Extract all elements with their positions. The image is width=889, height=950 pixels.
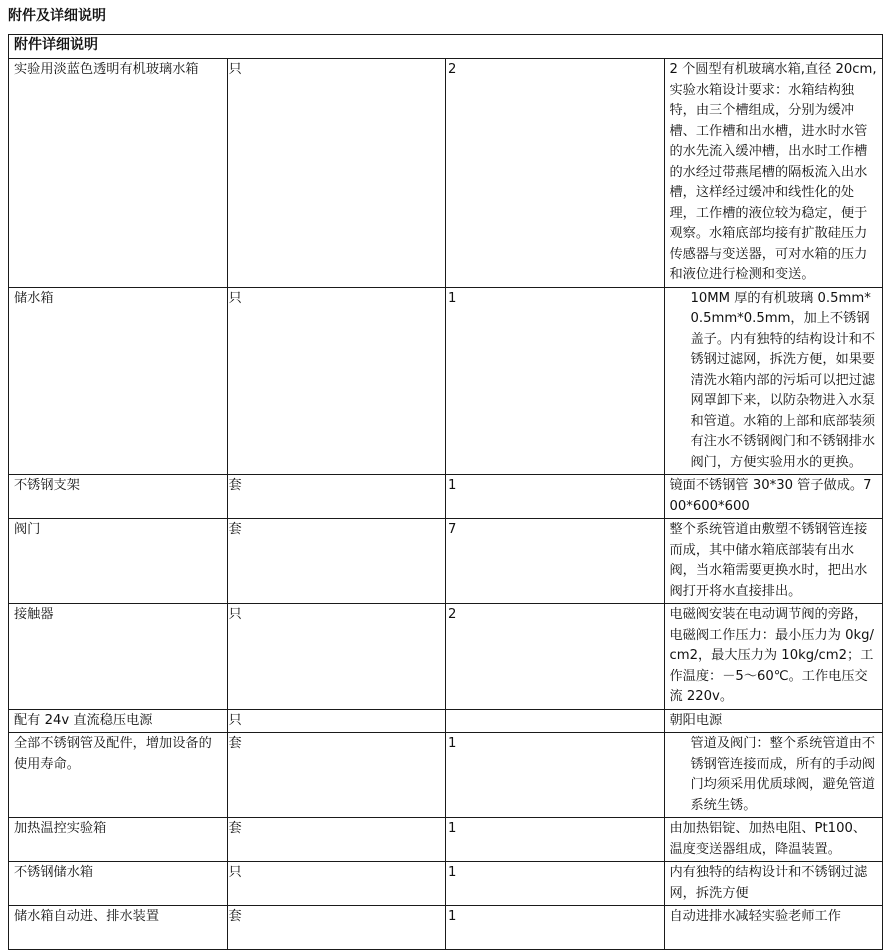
item-name: 不锈钢储水箱 xyxy=(9,862,228,906)
table-row xyxy=(9,862,883,906)
item-unit: 只 xyxy=(227,287,446,475)
item-qty: 1 xyxy=(446,475,665,519)
item-desc: 自动进排水减轻实验老师工作 xyxy=(664,906,883,950)
table-row xyxy=(9,59,883,288)
item-unit: 套 xyxy=(227,818,446,862)
item-qty: 2 xyxy=(446,604,665,710)
item-qty: 2 xyxy=(446,59,665,288)
item-name: 储水箱 xyxy=(9,287,228,475)
item-name: 全部不锈钢管及配件，增加设备的使用寿命。 xyxy=(9,733,228,818)
section-title: 附件及详细说明 xyxy=(8,8,106,24)
item-unit: 只 xyxy=(227,862,446,906)
table-header: 附件详细说明 xyxy=(9,35,883,59)
table-row xyxy=(9,906,883,950)
item-unit: 套 xyxy=(227,733,446,818)
item-unit: 只 xyxy=(227,709,446,733)
item-qty: 1 xyxy=(446,818,665,862)
item-qty: 1 xyxy=(446,862,665,906)
table-row xyxy=(9,519,883,604)
item-name: 接触器 xyxy=(9,604,228,710)
spec-table xyxy=(8,34,883,950)
item-desc: 10MM 厚的有机玻璃 0.5mm*0.5mm*0.5mm，加上不锈钢盖子。内有独特的结构设计和不锈钢过滤网，拆洗方便，如果要清洗水箱内部的污垢可以把过滤网罩卸下来，以防杂物进入水泵和管道。水箱的上部和底部装须有注水不锈钢阀门和不锈钢排水阀门，方便实验用水的更换。 xyxy=(664,287,883,475)
item-unit: 只 xyxy=(227,604,446,710)
item-name: 储水箱自动进、排水装置 xyxy=(9,906,228,950)
table-row xyxy=(9,818,883,862)
item-unit: 套 xyxy=(227,475,446,519)
table-row xyxy=(9,733,883,818)
table-row xyxy=(9,604,883,710)
item-desc: 由加热铝锭、加热电阻、Pt100、温度变送器组成，降温装置。 xyxy=(664,818,883,862)
item-qty: 1 xyxy=(446,906,665,950)
item-name: 不锈钢支架 xyxy=(9,475,228,519)
item-unit: 只 xyxy=(227,59,446,288)
item-name: 加热温控实验箱 xyxy=(9,818,228,862)
item-qty: 7 xyxy=(446,519,665,604)
item-qty: 1 xyxy=(446,733,665,818)
table-header-row xyxy=(9,35,883,59)
item-desc: 朝阳电源 xyxy=(664,709,883,733)
item-desc: 2 个圆型有机玻璃水箱,直径 20cm,实验水箱设计要求：水箱结构独特，由三个槽组成，分别为缓冲槽、工作槽和出水槽，进水时水管的水先流入缓冲槽，出水时工作槽的水经过带燕尾槽的隔板流入出水槽，这样经过缓冲和线性化的处理，工作槽的液位较为稳定，便于观察。水箱底部均接有扩散硅压力传感器与变送器，可对水箱的压力和液位进行检测和变送。 xyxy=(664,59,883,288)
item-name: 实验用淡蓝色透明有机玻璃水箱 xyxy=(9,59,228,288)
table-row xyxy=(9,287,883,475)
item-desc: 电磁阀安装在电动调节阀的旁路，电磁阀工作压力：最小压力为 0kg/cm2，最大压力为 10kg/cm2；工作温度：－5～60℃。工作电压交流 220v。 xyxy=(664,604,883,710)
item-desc: 整个系统管道由敷塑不锈钢管连接而成，其中储水箱底部装有出水阀，当水箱需要更换水时，把出水阀打开将水直接排出。 xyxy=(664,519,883,604)
item-desc: 内有独特的结构设计和不锈钢过滤网，拆洗方便 xyxy=(664,862,883,906)
table-row xyxy=(9,475,883,519)
item-name: 配有 24v 直流稳压电源 xyxy=(9,709,228,733)
table-row xyxy=(9,709,883,733)
item-desc: 管道及阀门：整个系统管道由不锈钢管连接而成，所有的手动阀门均须采用优质球阀，避免管道系统生锈。 xyxy=(664,733,883,818)
item-qty: 1 xyxy=(446,287,665,475)
item-desc: 镜面不锈钢管 30*30 管子做成。700*600*600 xyxy=(664,475,883,519)
item-unit: 套 xyxy=(227,519,446,604)
item-qty xyxy=(446,709,665,733)
item-name: 阀门 xyxy=(9,519,228,604)
item-unit: 套 xyxy=(227,906,446,950)
